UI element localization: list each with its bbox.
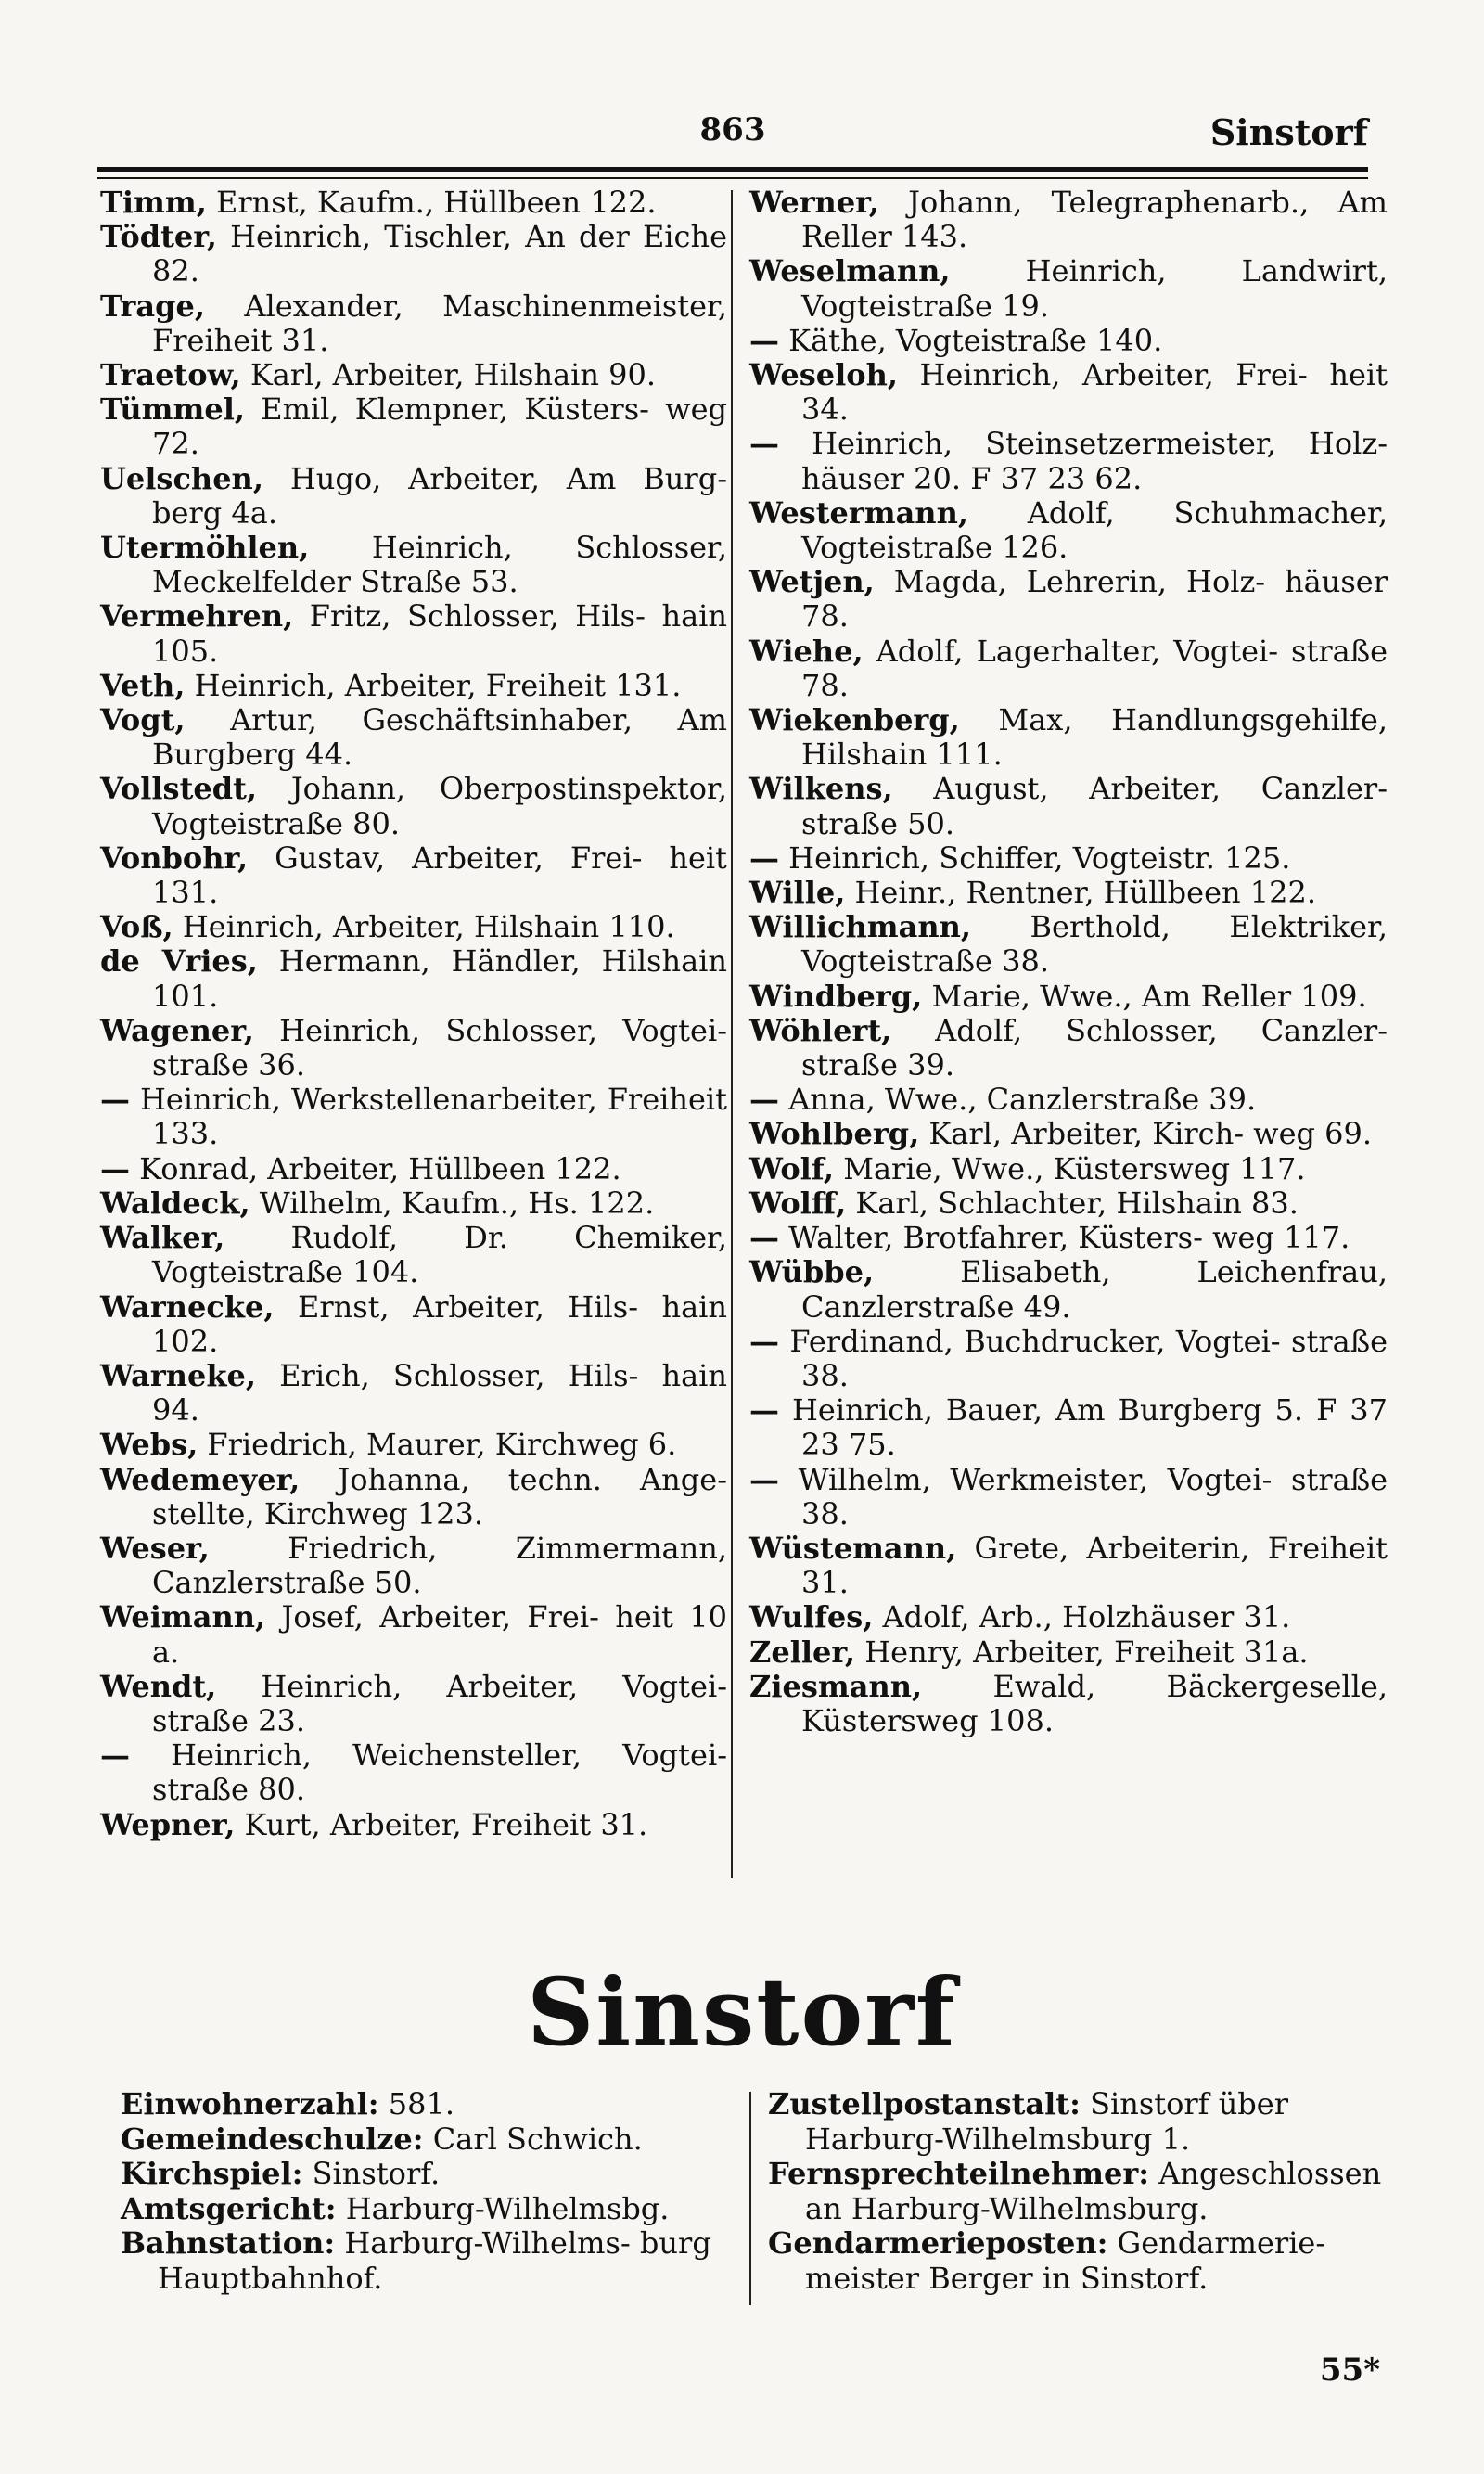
entry-surname: Weimann, [100,1599,266,1635]
directory-entry [100,220,727,288]
entry-surname: Wedemeyer, [100,1461,301,1497]
entry-surname: Weseloh, [749,357,898,393]
entry-surname: Werner, [749,185,879,220]
entry-surname: — [749,1392,779,1429]
entry-details: Heinrich, Schlosser, Vogtei- straße 36. [152,1012,727,1083]
entry-details: Marie, Wwe., Am Reller 109. [922,978,1367,1014]
entry-surname: Wohlberg, [749,1116,920,1152]
directory-entry [100,703,727,772]
entry-details: Friedrich, Zimmermann, Canzlerstraße 50. [152,1530,727,1601]
info-value: Harburg-Wilhelmsbg. [336,2190,670,2226]
entry-surname: Windberg, [749,978,923,1014]
directory-entry [749,1393,1388,1462]
entry-surname: Veth, [100,667,186,703]
page-header [97,104,1368,160]
entry-details: Johann, Oberpostinspektor, Vogteistraße 80. [152,771,727,841]
directory-entry [100,462,727,531]
entry-surname: Waldeck, [100,1185,250,1221]
entry-details: August, Arbeiter, Canzler- straße 50. [801,771,1388,841]
entry-details: Henry, Arbeiter, Freiheit 31a. [855,1634,1309,1670]
directory-entry [749,1463,1388,1532]
info-value: Sinstorf. [302,2156,441,2191]
entry-surname: Vonbohr, [100,840,249,876]
directory-entry [100,289,727,358]
entry-details: Fritz, Schlosser, Hils- hain 105. [152,598,727,669]
directory-entry [100,841,727,910]
directory-entry [749,772,1388,840]
info-label: Kirchspiel: [121,2156,303,2191]
entry-surname: Weselmann, [749,253,951,289]
entry-surname: Webs, [100,1427,198,1463]
entry-details: Ernst, Kaufm., Hüllbeen 122. [206,185,657,220]
info-row [121,2192,733,2227]
info-value: Sinstorf über Harburg-Wilhelmsburg 1. [805,2086,1289,2157]
entry-surname: Wetjen, [749,564,875,600]
header-rule-thick [97,167,1368,172]
entry-surname: — [749,1220,779,1256]
directory-entry [749,1635,1388,1670]
entry-details: Anna, Wwe., Canzlerstraße 39. [779,1082,1257,1118]
entry-details: Heinrich, Bauer, Am Burgberg 5. F 37 23 75. [779,1392,1388,1463]
info-row [768,2157,1388,2226]
entry-details: Heinrich, Steinsetzermeister, Holz- häuser 20. F 37 23 62. [779,426,1388,496]
info-row [121,2157,733,2192]
directory-entry [100,772,727,840]
right-column [749,186,1388,1738]
entry-details: Heinrich, Weichensteller, Vogtei- straße 80. [130,1737,727,1808]
info-label: Einwohnerzahl: [121,2086,379,2121]
entry-details: Erich, Schlosser, Hils- hain 94. [152,1357,727,1429]
directory-entry [749,427,1388,495]
info-row [768,2087,1388,2157]
info-label: Fernsprechteilnehmer: [768,2156,1150,2191]
directory-entry [749,841,1388,876]
entry-details: Adolf, Schlosser, Canzler- straße 39. [801,1012,1388,1083]
directory-entry [100,1221,727,1289]
entry-surname: Tödter, [100,219,217,255]
entry-surname: Walker, [100,1220,225,1256]
entry-surname: Wendt, [100,1668,217,1704]
left-column [100,186,727,1842]
directory-entry [749,186,1388,254]
info-row [121,2226,733,2296]
directory-entry [100,531,727,599]
header-rule-thin [97,177,1368,179]
info-row [121,2087,733,2122]
directory-entry [100,1014,727,1083]
entry-details: Adolf, Schuhmacher, Vogteistraße 126. [801,494,1388,566]
entry-surname: Traetow, [100,357,241,393]
entry-surname: Wagener, [100,1012,254,1048]
directory-entry [749,324,1388,358]
entry-surname: Warneke, [100,1357,257,1393]
info-row [121,2122,733,2158]
entry-details: Heinrich, Arbeiter, Frei- heit 34. [801,357,1388,428]
directory-entry [749,1152,1388,1186]
entry-surname: Wüstemann, [749,1530,957,1566]
directory-entry [100,1359,727,1428]
directory-entry [749,1532,1388,1600]
info-value: Harburg-Wilhelms- burg Hauptbahnhof. [158,2225,711,2296]
entry-details: Adolf, Lagerhalter, Vogtei- straße 78. [801,633,1388,703]
entry-surname: Wilkens, [749,771,893,807]
directory-entry [749,1670,1388,1738]
entry-surname: Wolff, [749,1185,847,1221]
entry-details: Wilhelm, Kaufm., Hs. 122. [249,1185,655,1221]
entry-surname: Utermöhlen, [100,530,310,566]
directory-entry [100,1808,727,1842]
directory-entry [749,1600,1388,1634]
directory-entry [749,1186,1388,1221]
page-number: 863 [699,111,766,148]
directory-entry [749,1083,1388,1117]
info-value: Carl Schwich. [423,2121,643,2157]
info-label: Gemeindeschulze: [121,2121,424,2157]
info-row [768,2226,1388,2296]
directory-entry [749,254,1388,323]
entry-details: Heinrich, Werkstellenarbeiter, Freiheit 133. [130,1082,727,1152]
entry-surname: Warnecke, [100,1288,275,1325]
column-divider [731,190,733,1878]
entry-details: Emil, Klempner, Küsters- weg 72. [152,391,727,462]
entry-details: Berthold, Elektriker, Vogteistraße 38. [801,909,1388,980]
entry-details: Karl, Arbeiter, Hilshain 90. [240,357,657,393]
directory-entry [100,944,727,1013]
entry-details: Gustav, Arbeiter, Frei- heit 131. [152,840,727,911]
entry-details: Johann, Telegraphenarb., Am Reller 143. [801,185,1388,255]
directory-entry [749,1221,1388,1255]
directory-entry [749,876,1388,910]
directory-entry [749,910,1388,979]
entry-surname: Wolf, [749,1150,835,1186]
entry-details: Heinr., Rentner, Hüllbeen 122. [845,875,1317,911]
running-head: Sinstorf [1209,111,1368,153]
entry-details: Hermann, Händler, Hilshain 101. [152,943,728,1014]
entry-surname: Westermann, [749,494,968,531]
directory-entry [100,1670,727,1738]
entry-details: Walter, Brotfahrer, Küsters- weg 117. [779,1220,1350,1256]
signature-mark: 55* [1319,2352,1380,2389]
directory-entry [100,1186,727,1221]
directory-entry [100,1083,727,1151]
entry-details: Rudolf, Dr. Chemiker, Vogteistraße 104. [152,1220,727,1290]
entry-details: Ferdinand, Buchdrucker, Vogtei- straße 38. [779,1323,1388,1393]
directory-entry [749,1255,1388,1324]
entry-surname: Uelschen, [100,460,263,496]
entry-surname: — [749,322,779,358]
directory-entry [749,635,1388,703]
entry-surname: Wulfes, [749,1599,874,1635]
directory-entry [100,1532,727,1600]
entry-surname: Willichmann, [749,909,972,945]
entry-surname: Trage, [100,288,205,324]
entry-details: Heinrich, Arbeiter, Vogtei- straße 23. [152,1668,727,1738]
directory-entry [749,1014,1388,1083]
entry-surname: — [749,426,779,462]
directory-entry [749,703,1388,772]
entry-surname: Tümmel, [100,391,245,428]
entry-surname: — [749,1323,779,1359]
entry-surname: Wepner, [100,1806,236,1842]
directory-entry [749,1117,1388,1151]
entry-surname: Wiehe, [749,633,864,669]
entry-surname: — [749,840,779,876]
directory-entry [100,669,727,703]
info-label: Amtsgericht: [121,2190,337,2226]
entry-surname: Weser, [100,1530,210,1566]
entry-details: Heinrich, Schiffer, Vogteistr. 125. [779,840,1291,876]
directory-entry [100,1428,727,1462]
info-left-block [121,2087,733,2296]
entry-details: Adolf, Arb., Holzhäuser 31. [873,1599,1291,1635]
info-right-block [768,2087,1388,2296]
info-value: Angeschlossen an Harburg-Wilhelmsburg. [805,2156,1382,2226]
directory-entry [100,1463,727,1532]
entry-details: Heinrich, Arbeiter, Freiheit 131. [185,667,682,703]
entry-details: Max, Handlungsgehilfe, Hilshain 111. [801,702,1388,773]
entry-details: Karl, Arbeiter, Kirch- weg 69. [919,1116,1373,1152]
directory-entry [100,1152,727,1186]
entry-details: Elisabeth, Leichenfrau, Canzlerstraße 49. [801,1254,1388,1325]
directory-entry [100,1290,727,1359]
entry-surname: Ziesmann, [749,1668,923,1704]
entry-surname: Wöhlert, [749,1012,892,1048]
entry-details: Heinrich, Schlosser, Meckelfelder Straße 53. [152,530,727,600]
entry-surname: — [749,1082,779,1118]
entry-surname: Wiekenberg, [749,702,960,738]
entry-surname: Zeller, [749,1634,856,1670]
entry-surname: de Vries, [100,943,258,980]
entry-details: Heinrich, Landwirt, Vogteistraße 19. [801,253,1388,324]
directory-entry [749,496,1388,565]
entry-details: Friedrich, Maurer, Kirchweg 6. [198,1427,677,1463]
entry-surname: Voß, [100,909,173,945]
directory-entry [749,565,1388,634]
info-label: Gendarmerieposten: [768,2225,1108,2261]
info-divider [749,2092,751,2305]
entry-details: Alexander, Maschinenmeister, Freiheit 31. [152,288,727,358]
entry-surname: Vollstedt, [100,771,257,807]
directory-entry [100,186,727,220]
entry-details: Konrad, Arbeiter, Hüllbeen 122. [130,1150,621,1186]
entry-details: Magda, Lehrerin, Holz- häuser 78. [801,564,1388,635]
entry-details: Ewald, Bäckergeselle, Küstersweg 108. [801,1668,1388,1738]
entry-surname: Wille, [749,875,846,911]
directory-entry [100,1738,727,1807]
entry-details: Hugo, Arbeiter, Am Burg- berg 4a. [152,460,727,531]
info-label: Bahnstation: [121,2225,336,2261]
entry-details: Grete, Arbeiterin, Freiheit 31. [801,1530,1388,1601]
entry-surname: — [100,1082,130,1118]
directory-entry [100,392,727,461]
entry-details: Marie, Wwe., Küstersweg 117. [834,1150,1306,1186]
entry-details: Josef, Arbeiter, Frei- heit 10 a. [152,1599,727,1670]
entry-surname: Vogt, [100,702,186,738]
entry-details: Wilhelm, Werkmeister, Vogtei- straße 38. [779,1461,1388,1532]
directory-entry [749,358,1388,427]
directory-entry [100,599,727,668]
directory-entry [100,358,727,392]
info-value: 581. [378,2086,455,2121]
entry-details: Heinrich, Arbeiter, Hilshain 110. [173,909,675,945]
directory-entry [100,910,727,944]
entry-surname: Wübbe, [749,1254,875,1290]
entry-details: Kurt, Arbeiter, Freiheit 31. [235,1806,648,1842]
entry-details: Ernst, Arbeiter, Hils- hain 102. [152,1288,727,1359]
entry-surname: Timm, [100,185,207,220]
entry-details: Käthe, Vogteistraße 140. [779,322,1163,358]
directory-entry [749,1325,1388,1393]
directory-entry [749,980,1388,1014]
entry-surname: — [100,1737,130,1774]
section-title: Sinstorf [527,1957,957,2067]
entry-details: Artur, Geschäftsinhaber, Am Burgberg 44. [152,702,727,773]
entry-details: Karl, Schlachter, Hilshain 83. [846,1185,1298,1221]
entry-surname: — [100,1150,130,1186]
entry-surname: — [749,1461,779,1497]
directory-entry [100,1600,727,1669]
entry-surname: Vermehren, [100,598,294,635]
info-label: Zustellpostanstalt: [768,2086,1081,2121]
entry-details: Heinrich, Tischler, An der Eiche 82. [152,219,727,289]
info-value: Gendarmerie- meister Berger in Sinstorf. [805,2225,1326,2296]
entry-details: Johanna, techn. Ange- stellte, Kirchweg 123. [152,1461,727,1532]
